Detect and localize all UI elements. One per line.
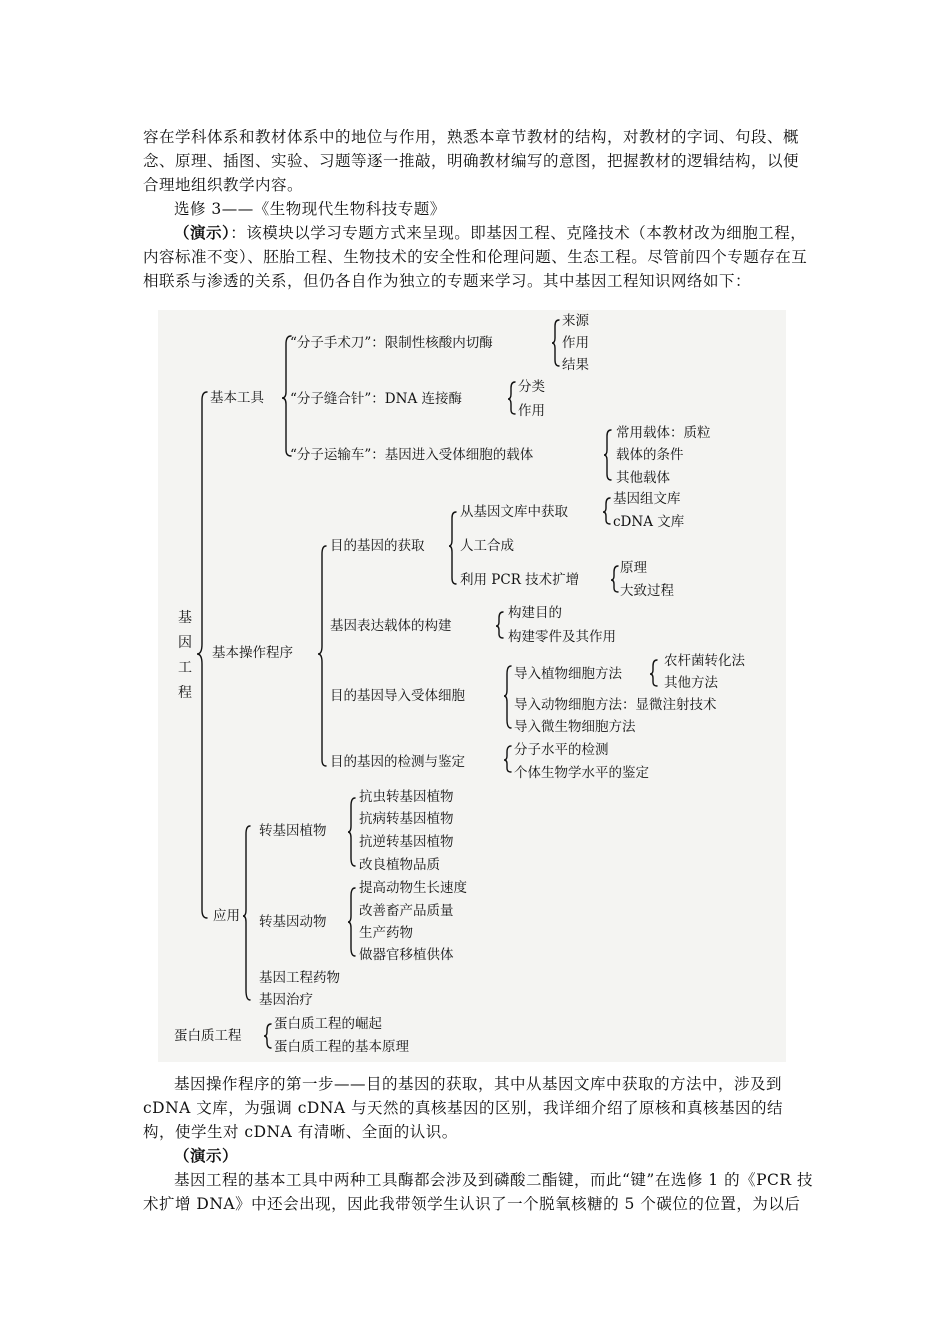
module-description-text: ：该模块以学习专题方式来呈现。即基因工程、克隆技术（本教材改为细胞工程，内容标准不变）、胚胎工程、生物技术的安全性和伦理问题、生态工程。尽管前四个专题存在互相联系与渗透的关系，但仍各自作为独立的专题来学习。其中基因工程知识网络如下：: [143, 224, 808, 290]
leaf-protein-engineering-rise: 蛋白质工程的崛起: [274, 1016, 382, 1032]
node-molecular-scissors: “分子手术刀”：限制性核酸内切酶: [290, 335, 493, 351]
bracket-needle: [508, 382, 515, 414]
node-basic-tools: 基本工具: [210, 390, 264, 406]
paragraph-module-title: 选修 3——《生物现代生物科技专题》: [174, 200, 446, 218]
leaf-pcr-principle: 原理: [620, 560, 647, 576]
bracket-scissors: [552, 320, 559, 366]
node-application: 应用: [213, 908, 240, 924]
leaf-increase-growth-rate: 提高动物生长速度: [359, 880, 467, 896]
node-basic-procedure: 基本操作程序: [212, 645, 293, 661]
bracket-application: [243, 826, 250, 1000]
bracket-root: [197, 392, 207, 918]
leaf-improve-livestock-products: 改善畜产品质量: [359, 903, 454, 919]
demo-label: （演示）: [174, 223, 231, 242]
leaf-protein-engineering-principle: 蛋白质工程的基本原理: [274, 1039, 409, 1055]
node-gene-therapy: 基因治疗: [259, 992, 313, 1008]
leaf-ligase-function: 作用: [518, 403, 545, 419]
bracket-protein: [264, 1024, 271, 1048]
leaf-classification: 分类: [518, 379, 545, 395]
node-introduce-into-receptor-cell: 目的基因导入受体细胞: [330, 688, 465, 704]
bracket-carrier: [604, 430, 611, 480]
node-transgenic-plants: 转基因植物: [259, 823, 327, 839]
node-artificial-synthesis: 人工合成: [460, 538, 514, 554]
node-animal-cell-method: 导入动物细胞方法：显微注射技术: [514, 697, 717, 713]
leaf-insect-resistant-plants: 抗虫转基因植物: [359, 789, 454, 805]
leaf-improve-plant-quality: 改良植物品质: [359, 857, 440, 873]
leaf-cdna-library: cDNA 文库: [613, 514, 685, 530]
leaf-molecular-level-detection: 分子水平的检测: [514, 742, 609, 758]
leaf-agrobacterium-transformation: 农杆菌转化法: [664, 653, 745, 669]
paragraph-cdna-explanation: 基因操作程序的第一步——目的基因的获取，其中从基因文库中获取的方法中，涉及到 cDNA 文库，为强调 cDNA 与天然的真核基因的区别，我详细介绍了原核和真核基因的结构，使学生对 cDNA 有清晰、全面的认识。: [143, 1075, 784, 1141]
leaf-other-methods: 其他方法: [664, 675, 718, 691]
node-protein-engineering: 蛋白质工程: [174, 1028, 242, 1044]
paragraph-module-description: [143, 221, 813, 293]
leaf-other-vectors: 其他载体: [616, 470, 670, 486]
bracket-animals: [348, 888, 355, 956]
node-obtain-target-gene: 目的基因的获取: [330, 538, 425, 554]
node-molecular-carrier: “分子运输车”：基因进入受体细胞的载体: [290, 447, 534, 463]
leaf-pcr-process: 大致过程: [620, 583, 674, 599]
bracket-vector: [496, 612, 503, 638]
root-node-gene-engineering: 基因工程: [178, 610, 192, 701]
leaf-result: 结果: [562, 357, 589, 373]
paragraph-phosphodiester-bond: 基因工程的基本工具中两种工具酶都会涉及到磷酸二酯键，而此“键”在选修 1 的《PCR 技术扩增 DNA》中还会出现，因此我带领学生认识了一个脱氧核糖的 5 个碳位的位置，为以后: [143, 1171, 813, 1213]
leaf-function: 作用: [562, 335, 589, 351]
bracket-pcr: [611, 566, 618, 592]
bracket-plants: [348, 798, 355, 866]
bracket-obtain: [449, 512, 456, 584]
node-pcr-amplification: 利用 PCR 技术扩增: [460, 572, 580, 588]
leaf-source: 来源: [562, 313, 589, 329]
node-molecular-needle: “分子缝合针”：DNA 连接酶: [290, 391, 462, 407]
paragraph-intro: 容在学科体系和教材体系中的地位与作用，熟悉本章节教材的结构，对教材的字词、句段、概念、原理、插图、实验、习题等逐一推敲，明确教材编写的意图，把握教材的逻辑结构，以便合理地组织教学内容。: [143, 128, 800, 194]
leaf-construction-parts: 构建零件及其作用: [508, 629, 616, 645]
node-from-gene-library: 从基因文库中获取: [460, 504, 568, 520]
gene-engineering-knowledge-network: [158, 310, 786, 1062]
leaf-vector-conditions: 载体的条件: [616, 447, 684, 463]
leaf-common-vector-plasmid: 常用载体：质粒: [616, 425, 711, 441]
leaf-stress-resistant-plants: 抗逆转基因植物: [359, 834, 454, 850]
leaf-disease-resistant-plants: 抗病转基因植物: [359, 811, 454, 827]
bracket-introduce: [504, 666, 511, 728]
leaf-organ-transplant-donor: 做器官移植供体: [359, 947, 454, 963]
leaf-individual-level-identification: 个体生物学水平的鉴定: [514, 765, 649, 781]
node-expression-vector-construction: 基因表达载体的构建: [330, 618, 452, 634]
leaf-produce-drugs: 生产药物: [359, 925, 413, 941]
bracket-procedure: [318, 546, 326, 766]
node-transgenic-animals: 转基因动物: [259, 914, 327, 930]
leaf-genomic-library: 基因组文库: [613, 491, 681, 507]
paragraph-demo-label: （演示）: [174, 1146, 239, 1165]
bracket-detect: [504, 746, 511, 772]
node-gene-engineering-drugs: 基因工程药物: [259, 970, 340, 986]
leaf-construction-purpose: 构建目的: [508, 605, 562, 621]
node-microbe-cell-method: 导入微生物细胞方法: [514, 719, 636, 735]
node-detection-identification: 目的基因的检测与鉴定: [330, 754, 465, 770]
node-plant-cell-method: 导入植物细胞方法: [514, 666, 622, 682]
bracket-library: [603, 498, 610, 524]
bracket-plant: [650, 660, 657, 686]
